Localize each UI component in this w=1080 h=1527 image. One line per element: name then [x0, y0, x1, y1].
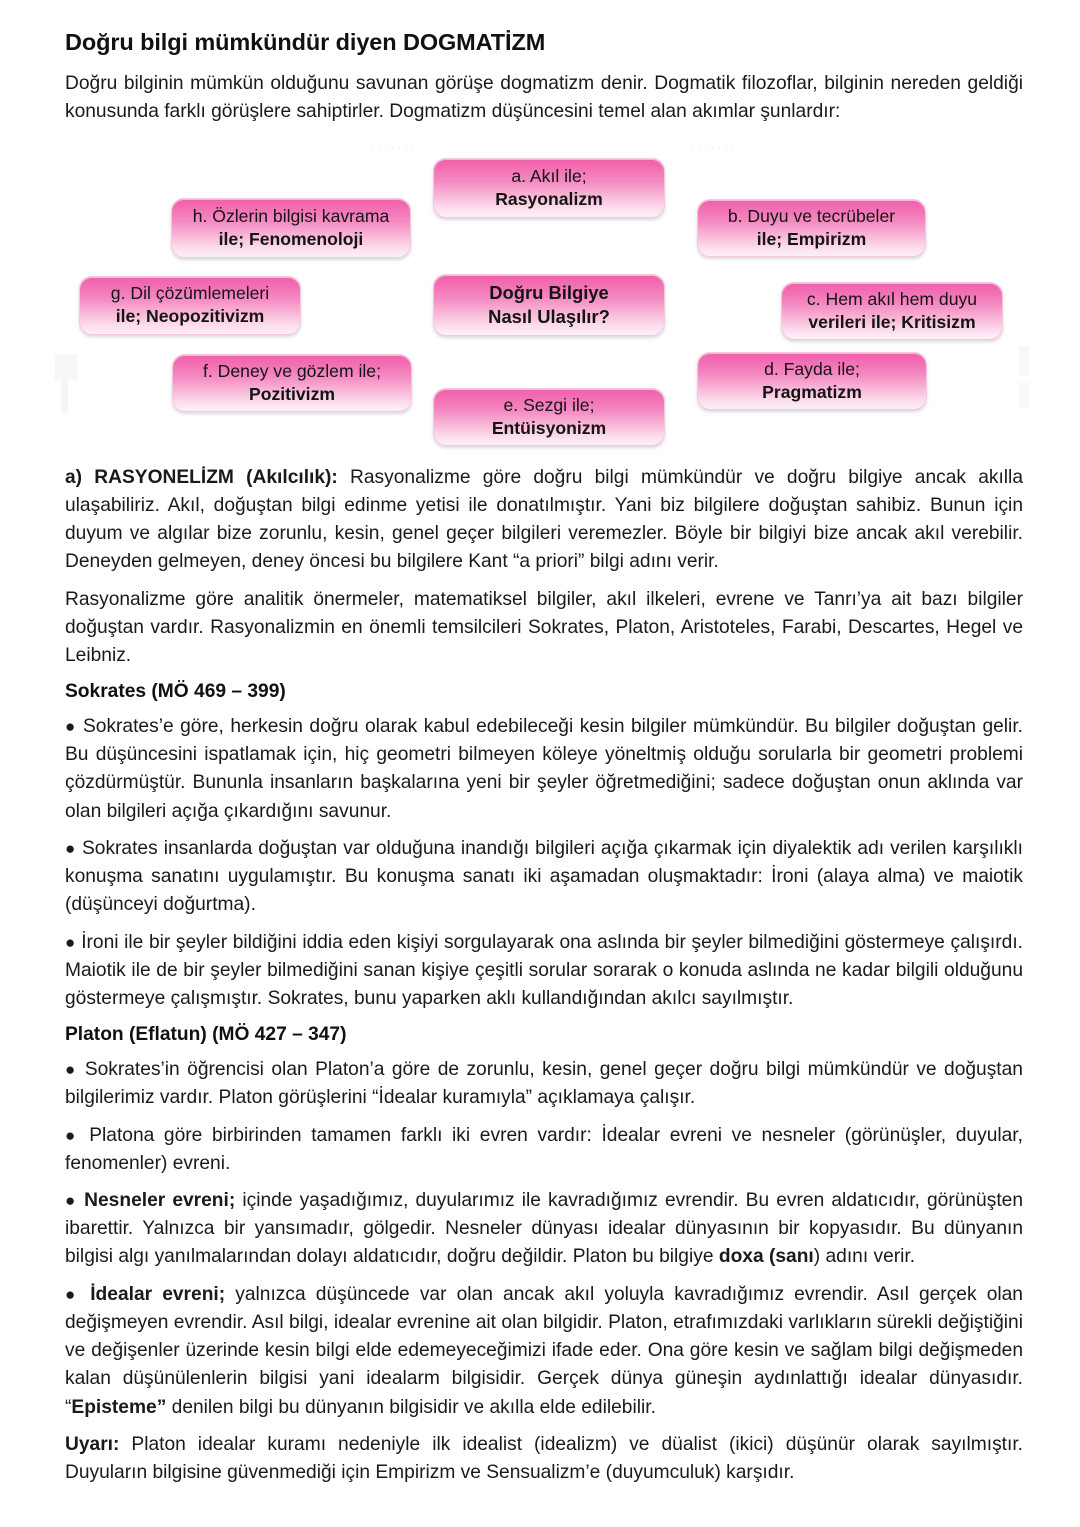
bullet-icon: ●: [65, 1060, 78, 1080]
platon-bullet-idealar-evreni: [65, 1281, 1023, 1422]
nesneler-evreni-label: Nesneler evreni;: [84, 1189, 236, 1211]
uyari-text: Platon idealar kuramı nedeniyle ilk idealist (idealizm) ve düalist (ikici) düşünür olarak sayılmıştır. Duyuların bilgisine güvenmediği için Empirizm ve Sensualizm’e (duyumculuk) karşıdır.: [65, 1433, 1023, 1483]
diagram-node-h-line2: ile; Fenomenoloji: [218, 228, 364, 249]
diagram-node-b-line1: b. Duyu ve tecrübeler: [727, 205, 896, 226]
scan-artifact-top-right: ·······: [691, 141, 738, 154]
diagram-node-a-line2: Rasyonalizm: [495, 188, 603, 209]
bullet-icon: ●: [65, 1284, 81, 1304]
uyari-paragraph: [65, 1431, 1023, 1487]
diagram-node-f-line1: f. Deney ve gözlem ile;: [203, 360, 381, 381]
diagram-node-f-line2: Pozitivizm: [248, 383, 336, 404]
dogmatizm-diagram: [59, 136, 1021, 458]
bullet-icon: ●: [65, 932, 76, 952]
diagram-node-a: [433, 158, 665, 218]
diagram-node-g: [79, 276, 301, 335]
sokrates-bullet-3: [65, 929, 1023, 1014]
rasyonelizm-lead: a) RASYONELİZM (Akılcılık):: [65, 466, 338, 488]
scan-artifact-left: [55, 354, 77, 412]
intro-paragraph: Doğru bilginin mümkün olduğunu savunan görüşe dogmatizm denir. Dogmatik filozoflar, bilginin nereden geldiği konusunda farklı görüşlere sahiptirler. Dogmatizm düşüncesini temel alan akımlar şunlardır:: [65, 73, 1023, 123]
platon-bullet-1: [65, 1056, 1023, 1112]
diagram-node-d: [697, 352, 927, 410]
scan-artifact-top-left: ·······: [371, 141, 418, 154]
diagram-node-b: [697, 199, 926, 257]
rasyonelizm-paragraph: [65, 464, 1023, 577]
diagram-node-c-line1: c. Hem akıl hem duyu: [806, 288, 978, 309]
platon-bullet-2-text: Platona göre birbirinden tamamen farklı iki evren vardır: İdealar evreni ve nesneler (görünüşler, duyular, fenomenler) evreni.: [65, 1124, 1023, 1174]
heading-sokrates: Sokrates (MÖ 469 – 399): [65, 681, 286, 703]
diagram-node-g-line2: ile; Neopozitivizm: [115, 306, 265, 327]
episteme-label: Episteme”: [71, 1396, 167, 1418]
doxa-tail: ) adını verir.: [813, 1246, 916, 1268]
nesneler-evreni-text: içinde yaşadığımız, duyularımız ile kavradığımız evrendir. Bu evren aldatıcıdır, görünüşten ibarettir. Yalnızca bir yansımadır, gölgedir. Nesneler dünyası idealar dünyasının bir kopyasıdır. Bu dünyanın bilgisi algı yanılmalarından dolayı aldatıcıdır, doğru değildir. Platon bu bilgiye: [65, 1189, 1023, 1268]
sokrates-bullet-3-text: İroni ile bir şeyler bildiğini iddia eden kişiyi sorgulayarak ona aslında bir şeyler bilmediğini göstermeye çalışırdı. Maiotik ile de bir şeyler bilmediğini sanan kişiye çeşitli sorular sorarak o konuda aslında ne kadar bilgili olduğunu göstermeye çalışmıştır. Sokrates, bunu yaparken aklı kullandığından akılcı sayılmıştır.: [65, 931, 1023, 1009]
platon-bullet-1-text: Sokrates’in öğrencisi olan Platon’a göre de zorunlu, kesin, genel geçer doğru bilgi mümkündür ve doğuştan bilgilerimiz vardır. Platon görüşlerini “İdealar kuramıyla” açıklamaya çalışır.: [65, 1059, 1023, 1109]
uyari-label: Uyarı:: [65, 1433, 120, 1455]
platon-bullet-nesneler-evreni: [65, 1187, 1023, 1272]
sokrates-bullet-2-text: Sokrates insanlarda doğuştan var olduğuna inandığı bilgileri açığa çıkarmak için diyalektik adı verilen karşılıklı konuşma sanatını uygulamıştır. Bu konuşma sanatı iki aşamadan oluşmaktadır: İroni (alaya alma) ve maiotik (düşünceyi doğurtma).: [65, 837, 1023, 916]
bullet-icon: ●: [65, 1190, 78, 1210]
diagram-node-f: [172, 354, 412, 412]
sokrates-bullet-2: [65, 835, 1023, 920]
diagram-node-d-line1: d. Fayda ile;: [764, 358, 860, 379]
idealar-evreni-text: yalnızca düşüncede var olan ancak akıl yoluyla kavradığımız evrendir. Asıl gerçek olan değişmeyen evrendir. Asıl bilgi, idealar evrenine ait olan bilgidir. Platon, etrafımızdaki varlıkların sürekli değiştiğini ve değişenler üzerinde kesin bilgi elde edemeyeceğimizi ifade eder. Ona göre kesin ve sağlam bilgi değişmeden kalan düşünülenlerin bilgisi yani idealarm bilgisidir. Gerçek dünya güneşin aydınlattığı idealar dünyasıdır. “: [65, 1283, 1023, 1418]
scan-artifact-right: [1019, 346, 1029, 408]
heading-platon: Platon (Eflatun) (MÖ 427 – 347): [65, 1024, 347, 1046]
diagram-node-b-line2: ile; Empirizm: [756, 228, 867, 249]
bullet-icon: ●: [65, 717, 77, 737]
rasyonelizm-p1-rest: Rasyonalizme göre doğru bilgi mümkündür ve doğru bilgiye ancak akılla ulaşabiliriz. Akıl, doğuştan bilgi edinme yetisi ile donatılmıştır. Yani biz bilgilere doğuştan sahibiz. Bunun için duyum ve algılar bize zorunlu, kesin, genel geçer bilgileri veremezler. Böyle bir bilgiyi bize ancak akıl verebilir. Deneyden gelmeyen, deney öncesi bu bilgilere Kant “a priori” bilgi adını verir.: [65, 466, 1023, 573]
diagram-node-e-line1: e. Sezgi ile;: [503, 394, 595, 415]
bullet-icon: ●: [65, 838, 76, 858]
diagram-node-h: [171, 198, 411, 258]
diagram-node-a-line1: a. Akıl ile;: [511, 165, 587, 186]
diagram-node-e: [433, 388, 665, 446]
diagram-center-line1: Doğru Bilgiye: [489, 281, 609, 303]
rasyonelizm-paragraph-2: Rasyonalizme göre analitik önermeler, matematiksel bilgiler, akıl ilkeleri, evrene ve Tanrı’ya ait bazı bilgiler doğuştan vardır. Rasyonalizmin en önemli temsilcileri Sokrates, Platon, Aristoteles, Farabi, Descartes, Hegel ve Leibniz.: [65, 588, 1023, 666]
platon-bullet-2: [65, 1122, 1023, 1178]
diagram-center-node: [433, 274, 665, 336]
sokrates-bullet-1: [65, 713, 1023, 826]
diagram-node-h-line1: h. Özlerin bilgisi kavrama: [192, 205, 390, 226]
page-title: Doğru bilgi mümkündür diyen DOGMATİZM: [65, 29, 546, 55]
diagram-node-c: [781, 282, 1003, 340]
sokrates-bullet-1-text: Sokrates’e göre, herkesin doğru olarak kabul edebileceği kesin bilgiler mümkündür. Bu bilgiler doğuştan gelir. Bu düşüncesini ispatlamak için, hiç geometri bilmeyen köleye yöneltmiş olduğu sorularla bir geometri problemi çözdürmüştür. Bununla insanların başkalarına yeni bir şeyler öğretmediğini; sadece doğuştan onun aklında var olan bilgileri açığa çıkardığını savunur.: [65, 716, 1023, 822]
diagram-node-e-line2: Entüisyonizm: [491, 417, 607, 438]
diagram-center-line2: Nasıl Ulaşılır?: [488, 305, 610, 327]
diagram-node-d-line2: Pragmatizm: [762, 381, 862, 402]
diagram-node-c-line2: verileri ile; Kritisizm: [808, 311, 976, 332]
idealar-evreni-label: İdealar evreni;: [90, 1283, 226, 1305]
diagram-node-g-line1: g. Dil çözümlemeleri: [110, 283, 270, 304]
doxa-label: doxa (sanı: [718, 1246, 814, 1268]
episteme-tail: denilen bilgi bu dünyanın bilgisidir ve akılla elde edilebilir.: [166, 1396, 656, 1418]
bullet-icon: ●: [65, 1125, 80, 1145]
